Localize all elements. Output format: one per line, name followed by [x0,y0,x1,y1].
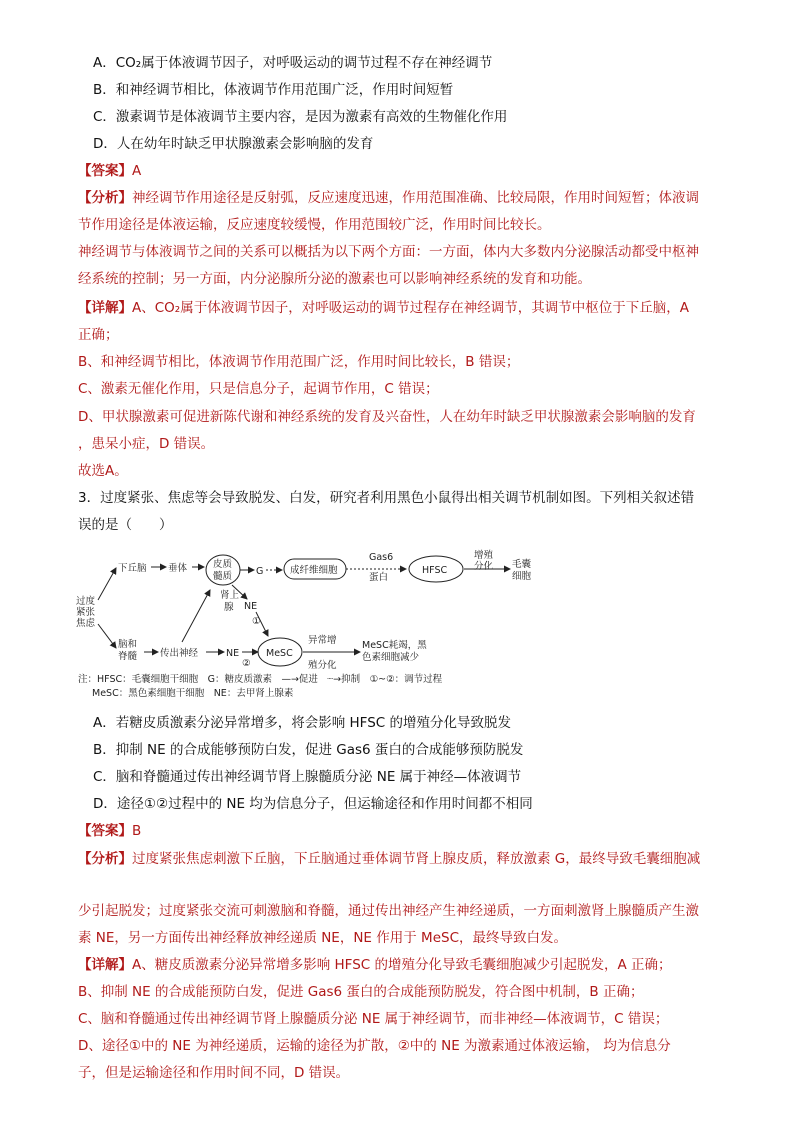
circle-2: ② [242,658,251,669]
arrow-to-medulla [182,590,210,642]
hair-follicle-label: 毛囊 [512,559,532,570]
q2-detail-line: 正确； [78,327,119,343]
q2-analysis-line: 经系统的控制；另一方面，内分泌腺所分泌的激素也可以影响神经系统的发育和功能。 [78,271,591,287]
ne-label: NE [244,601,258,612]
q2-detail-line: C、激素无催化作用，只是信息分子，起调节作用，C 错误； [78,381,439,397]
q2-detail-line: B、和神经调节相比，体液调节作用范围广泛，作用时间比较长，B 错误； [78,354,520,370]
stress-label: 焦虑 [76,618,96,629]
q3-analysis-line: 素 NE，另一方面传出神经释放神经递质 NE，NE 作用于 MeSC，最终导致白发。 [78,930,567,946]
prolif-label: 增殖 [474,550,494,561]
exhaust-label: MeSC耗竭，黑 [362,640,427,651]
q2-analysis-line: 神经调节与体液调节之间的关系可以概括为以下两个方面：一方面，体内大多数内分泌腺活动都受中枢神 [78,244,699,260]
q2-detail-line: D、甲状腺激素可促进新陈代谢和神经系统的发育及兴奋性，人在幼年时缺乏甲状腺激素会影响脑的发育 [78,409,696,425]
hypothalamus-label: 下丘脑 [118,563,147,574]
q2-detail-line: ，患呆小症，D 错误。 [78,436,215,452]
stress-label: 过度 [76,596,96,607]
q3-detail-line: 【详解】A、糖皮质激素分泌异常增多影响 HFSC 的增殖分化导致毛囊细胞减少引起脱发，A 正确； [78,957,672,973]
q3-option-a: A．若糖皮质激素分泌异常增多，将会影响 HFSC 的增殖分化导致脱发 [93,715,511,731]
q2-option-d: D．人在幼年时缺乏甲状腺激素会影响脑的发育 [93,136,374,152]
circle-1: ① [252,616,261,627]
q3-option-d: D．途径①②过程中的 NE 均为信息分子，但运输途径和作用时间都不相同 [93,796,533,812]
adrenal-label: 腺 [224,602,234,613]
q3-stem: 3．过度紧张、焦虑等会导致脱发、白发，研究者利用黑色小鼠得出相关调节机制如图。下列相关叙述错 [78,490,695,506]
abnormal-label: 殖分化 [308,660,337,671]
q2-detail-line: 【详解】A、CO₂属于体液调节因子，对呼吸运动的调节过程存在神经调节，其调节中枢位于下丘脑，A [78,300,689,316]
diagram-note: 注：HFSC：毛囊细胞干细胞 G：糖皮质激素 —→促进 ┈→抑制 ①~②：调节过程 [78,674,443,685]
gas6-label: Gas6 [369,552,394,563]
diagram-note: MeSC：黑色素细胞干细胞 NE：去甲肾上腺素 [92,688,294,699]
q2-option-b: B．和神经调节相比，体液调节作用范围广泛，作用时间短暂 [93,82,454,98]
abnormal-label: 异常增 [308,635,337,646]
q2-analysis-line: 【分析】神经调节作用途径是反射弧，反应速度迅速，作用范围准确、比较局限，作用时间短暂；体液调 [78,190,699,206]
q2-answer: 【答案】A [78,163,142,179]
prolif-label: 分化 [474,561,494,572]
q2-analysis-line: 节作用途径是体液运输，反应速度较缓慢，作用范围较广泛，作用时间比较长。 [78,217,551,233]
stress-label: 紧张 [76,607,96,618]
q3-answer: 【答案】B [78,823,142,839]
q3-stem: 误的是（ ） [78,517,173,533]
cortex-label: 皮质 [213,559,233,570]
q3-detail-line: D、途径①中的 NE 为神经递质，运输的途径为扩散，②中的 NE 为激素通过体液运输， 均为信息分 [78,1038,671,1054]
brain-spinal-label: 脊髓 [118,651,138,662]
regulation-diagram [72,544,732,704]
q2-option-c: C．激素调节是体液调节主要内容，是因为激素有高效的生物催化作用 [93,109,508,125]
q3-detail-line: C、脑和脊髓通过传出神经调节肾上腺髓质分泌 NE 属于神经调节，而非神经—体液调节，C 错误； [78,1011,669,1027]
gas6-label: 蛋白 [369,572,389,583]
q2-choose: 故选A。 [78,463,128,479]
exhaust-label: 色素细胞减少 [362,652,420,663]
q3-analysis-line: 【分析】过度紧张焦虑刺激下丘脑，下丘脑通过垂体调节肾上腺皮质，释放激素 G，最终导致毛囊细胞减 [78,851,701,867]
fibroblast-label: 成纤维细胞 [290,565,338,576]
pituitary-label: 垂体 [168,563,188,574]
medulla-label: 髓质 [213,571,233,582]
hfsc-label: HFSC [422,565,448,576]
g-label: G [256,566,264,577]
efferent-label: 传出神经 [160,648,199,659]
q3-detail-line: 子，但是运输途径和作用时间不同，D 错误。 [78,1065,350,1081]
q3-option-c: C．脑和脊髓通过传出神经调节肾上腺髓质分泌 NE 属于神经—体液调节 [93,769,522,785]
arrow-to-brain [98,624,116,648]
q3-option-b: B．抑制 NE 的合成能够预防白发，促进 Gas6 蛋白的合成能够预防脱发 [93,742,524,758]
ne-label: NE [226,648,240,659]
q3-detail-line: B、抑制 NE 的合成能预防白发，促进 Gas6 蛋白的合成能预防脱发，符合图中机制，B 正确； [78,984,644,1000]
hair-follicle-label: 细胞 [512,571,532,582]
adrenal-label: 肾上 [220,590,240,601]
brain-spinal-label: 脑和 [118,639,138,650]
mesc-label: MeSC [266,648,293,659]
q3-analysis-line: 少引起脱发；过度紧张交流可刺激脑和脊髓，通过传出神经产生神经递质，一方面刺激肾上腺髓质产生激 [78,903,699,919]
q2-option-a: A．CO₂属于体液调节因子，对呼吸运动的调节过程不存在神经调节 [93,55,493,71]
arrow-to-hypothalamus [98,568,116,600]
